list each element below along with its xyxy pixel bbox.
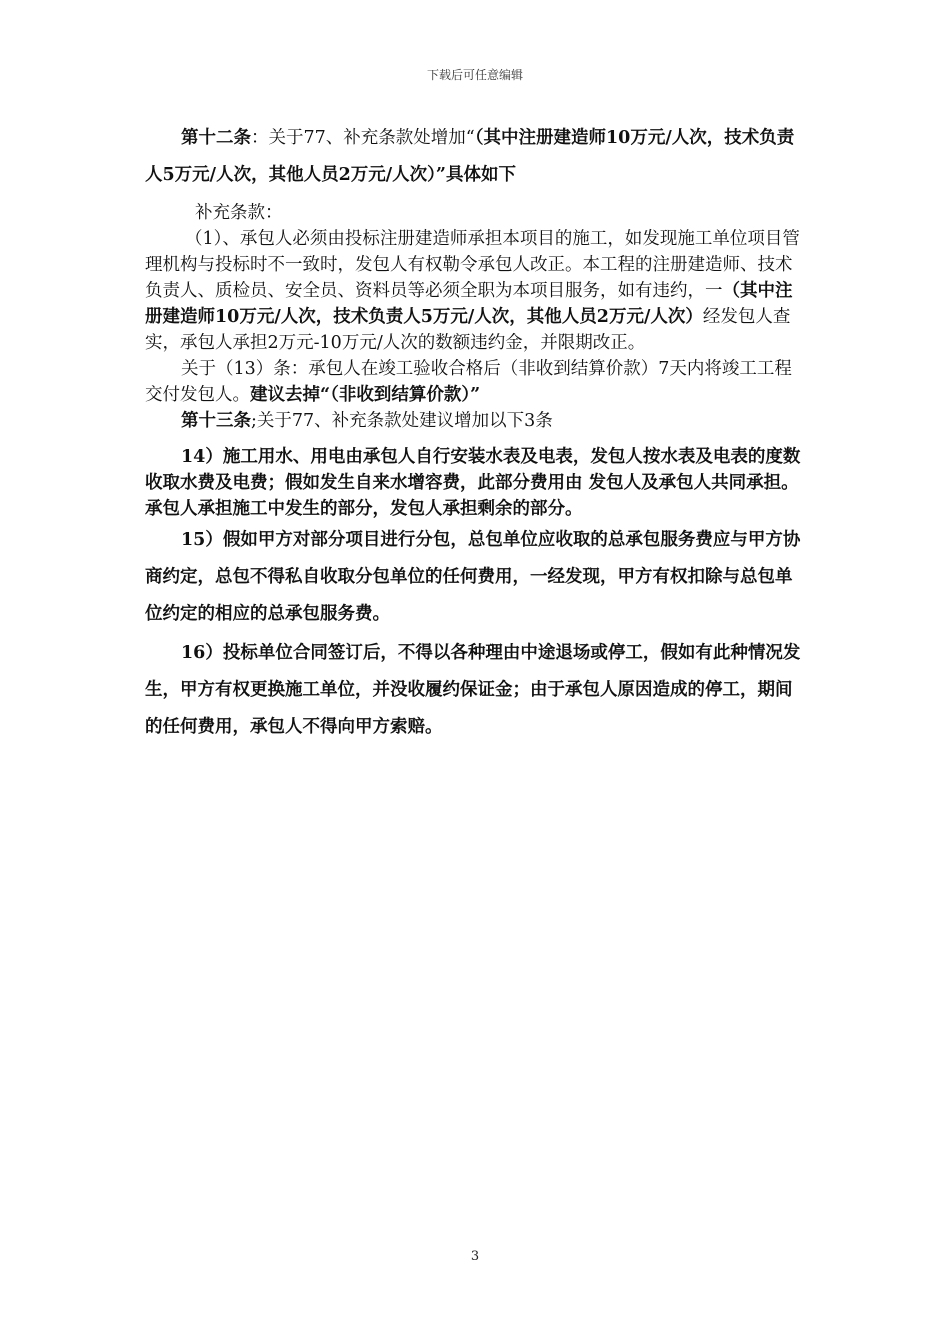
supplementary-clause-1-text: （1）、承包人必须由投标注册建造师承担本项目的施工，如发现施工单位项目管理机构与投标时不一致时，发包人有权勒令承包人改正。本工程的注册建造师、技术负责人、质检员、安全员、资料员等必须全职为本项目服务，如有违约，一 <box>145 229 800 301</box>
page-number: 3 <box>470 1249 480 1264</box>
article-13-note-suggestion: 建议去掉“（非收到结算价款）” <box>250 385 481 405</box>
document-body <box>145 120 805 746</box>
article-12-penalty-text: （其中注册建造师10万元/人次，技术负责人5万元/人次，其他人员2万元/人次） <box>145 128 795 185</box>
article-13-label: 第十三条 <box>181 411 251 431</box>
item-16: 16）投标单位合同签订后，不得以各种理由中途退场或停工，假如有此种情况发生，甲方有权更换施工单位，并没收履约保证金；由于承包人原因造成的停工，期间的任何费用，承包人不得向甲方索赔。 <box>145 643 801 737</box>
article-13-text: ;关于77、补充条款处建议增加以下3条 <box>251 411 553 431</box>
article-13-note-text: 关于（13）条：承包人在竣工验收合格后（非收到结算价款）7天内将竣工工程交付发包人。 <box>145 359 792 405</box>
supplementary-clause-1-penalty: （其中注册建造师10万元/人次，技术负责人5万元/人次，其他人员2万元/人次） <box>145 281 793 327</box>
article-13-note <box>145 356 805 408</box>
item-14: 14）施工用水、用电由承包人自行安装水表及电表，发包人按水表及电表的度数收取水费及电费；假如发生自来水增容费，此部分费用由 发包人及承包人共同承担。承包人承担施工中发生的部分，发包人承担剩余的部分。 <box>145 447 801 519</box>
article-12-paragraph <box>145 120 805 194</box>
supplementary-clause-1 <box>145 226 805 356</box>
supplementary-label: 补充条款： <box>195 203 283 223</box>
item-15: 15）假如甲方对部分项目进行分包，总包单位应收取的总承包服务费应与甲方协商约定，总包不得私自收取分包单位的任何费用，一经发现，甲方有权扣除与总包单位约定的相应的总承包服务费。 <box>145 530 801 624</box>
page-header: 下载后可任意编辑 <box>426 68 523 82</box>
article-12-label: 第十二条 <box>181 128 251 148</box>
article-12-text: ：关于77、补充条款处增加“ <box>251 128 475 148</box>
article-12-text-end: ”具体如下 <box>435 165 516 185</box>
article-13-heading <box>145 408 805 434</box>
supplementary-clause-1-text-end: 经发包人查实，承包人承担2万元-10万元/人次的数额违约金，并限期改正。 <box>145 307 791 353</box>
